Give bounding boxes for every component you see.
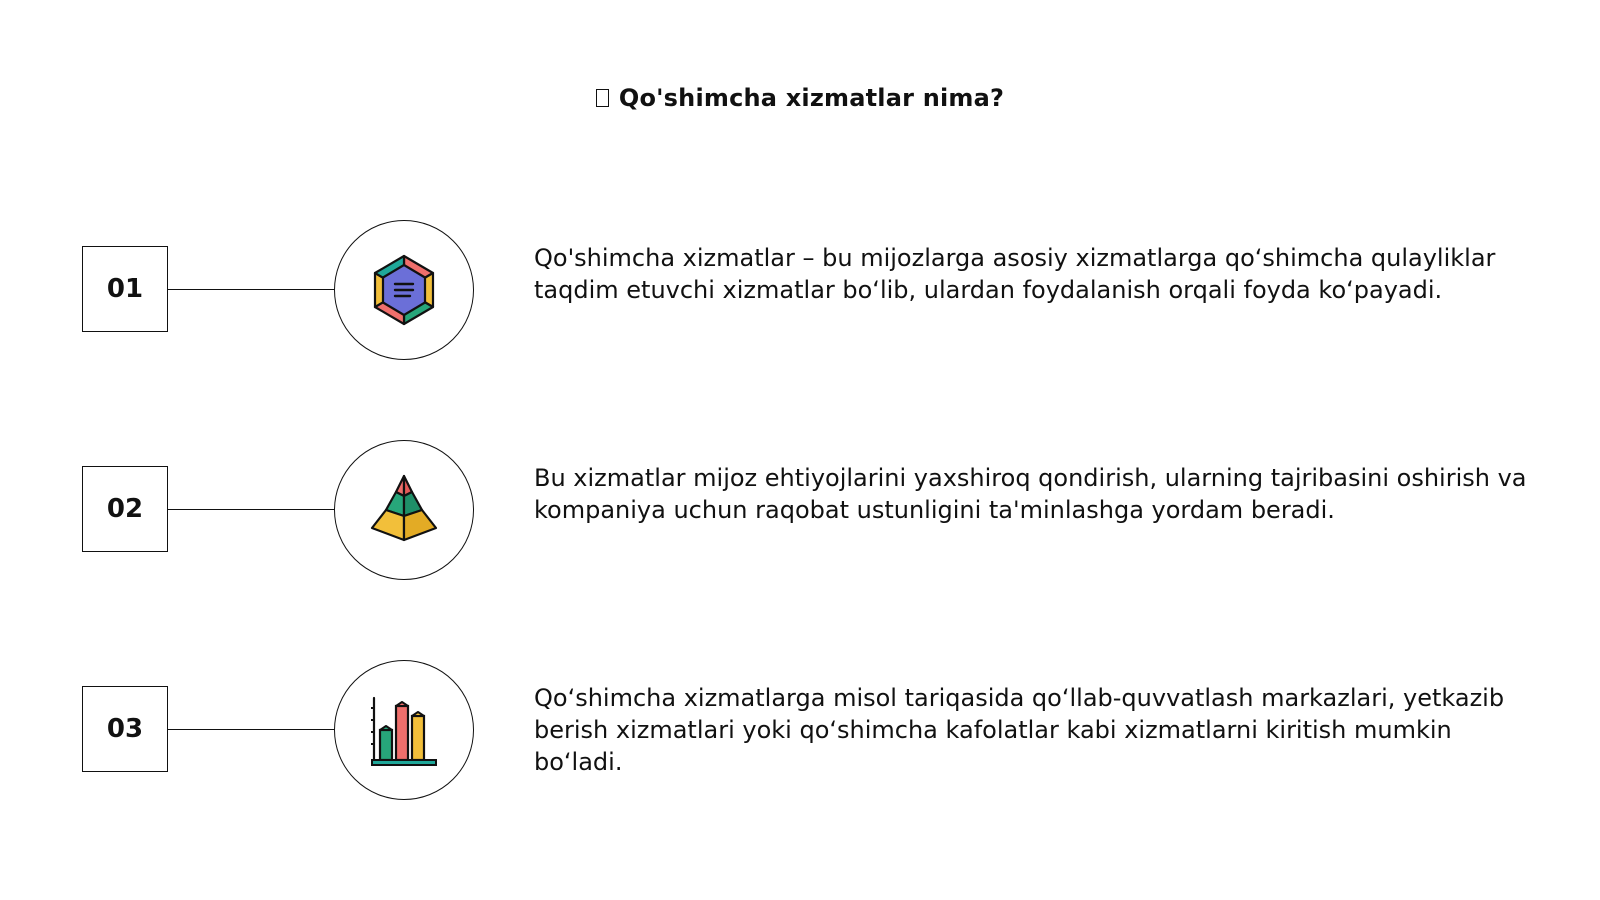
- hexagon-menu-icon: [364, 250, 444, 330]
- connector-line: [168, 729, 334, 730]
- step-number-box: [82, 246, 168, 332]
- step-number: 02: [106, 494, 144, 524]
- slide-title-text: Qo'shimcha xizmatlar nima?: [618, 84, 1005, 112]
- icon-circle: [334, 220, 474, 360]
- item-description: Qo'shimcha xizmatlar – bu mijozlarga asosiy xizmatlarga qo‘shimcha qulayliklar taqdim etuvchi xizmatlar bo‘lib, ulardan foydalanish orqali foyda ko‘payadi.: [534, 244, 1496, 304]
- step-number-box: [82, 466, 168, 552]
- list-item: [0, 220, 1600, 360]
- connector-line: [168, 289, 334, 290]
- item-description: Bu xizmatlar mijoz ehtiyojlarini yaxshiroq qondirish, ularning tajribasini oshirish va kompaniya uchun raqobat ustunligini ta'minlashga yordam beradi.: [534, 464, 1527, 524]
- icon-circle: [334, 660, 474, 800]
- list-item: [0, 660, 1600, 800]
- icon-circle: [334, 440, 474, 580]
- slide-title: [0, 84, 1600, 112]
- bar-chart-icon: [364, 690, 444, 770]
- item-description: Qo‘shimcha xizmatlarga misol tariqasida qo‘llab-quvvatlash markazlari, yetkazib berish xizmatlari yoki qo‘shimcha kafolatlar kabi xizmatlarni kiritish mumkin bo‘ladi.: [534, 684, 1505, 776]
- connector-line: [168, 509, 334, 510]
- pyramid-chart-icon: [364, 470, 444, 550]
- list-item: [0, 440, 1600, 580]
- step-number-box: [82, 686, 168, 772]
- step-number: 01: [106, 274, 144, 304]
- missing-glyph-icon: [596, 89, 609, 107]
- step-number: 03: [106, 714, 144, 744]
